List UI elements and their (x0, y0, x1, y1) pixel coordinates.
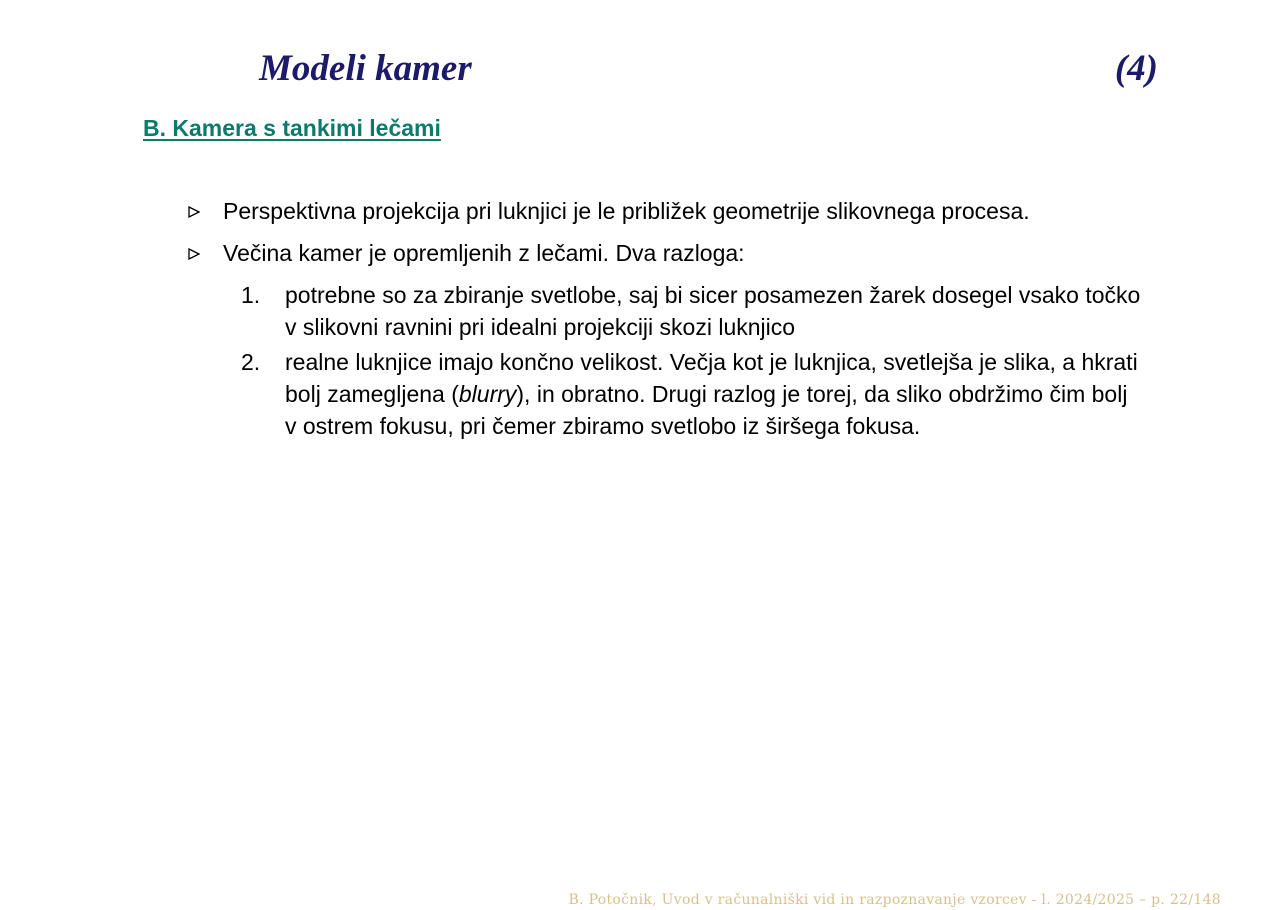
slide-number: (4) (1114, 48, 1158, 89)
slide-title: Modeli kamer (259, 48, 472, 89)
triangle-right-outline-icon (186, 195, 200, 227)
bullet-item (186, 237, 1146, 442)
numbered-item (223, 346, 1145, 442)
numbered-item (223, 279, 1145, 343)
bullet-list (186, 195, 1146, 452)
bullet-text: Večina kamer je opremljenih z lečami. Dva razloga: (223, 240, 745, 266)
item-number: 1. (241, 282, 261, 308)
section-heading: B. Kamera s tankimi lečami (143, 115, 441, 141)
item-text-after: ), in obratno. Drugi razlog je torej, da sliko obdržimo čim bolj v ostrem fokusu, pri čemer zbiramo svetlobo iz širšega fokusa. (285, 381, 1128, 439)
item-text: potrebne so za zbiranje svetlobe, saj bi sicer posamezen žarek dosegel vsako točko v slikovni ravnini pri idealni projekciji skozi luknjico (285, 282, 1141, 340)
item-text-before: realne luknjice imajo končno velikost. Večja kot je luknjica, svetlejša je slika, a hkrati bolj zamegljena ( (285, 349, 1138, 407)
item-text-italic: blurry (458, 381, 517, 407)
bullet-item (186, 195, 1146, 227)
item-number: 2. (241, 349, 261, 375)
numbered-list (223, 279, 1146, 442)
bullet-text: Perspektivna projekcija pri luknjici je le približek geometrije slikovnega procesa. (223, 198, 1030, 224)
footer: B. Potočnik, Uvod v računalniški vid in razpoznavanje vzorcev - l. 2024/2025 – p. 22/148 (568, 892, 1221, 908)
triangle-right-outline-icon (186, 237, 200, 269)
